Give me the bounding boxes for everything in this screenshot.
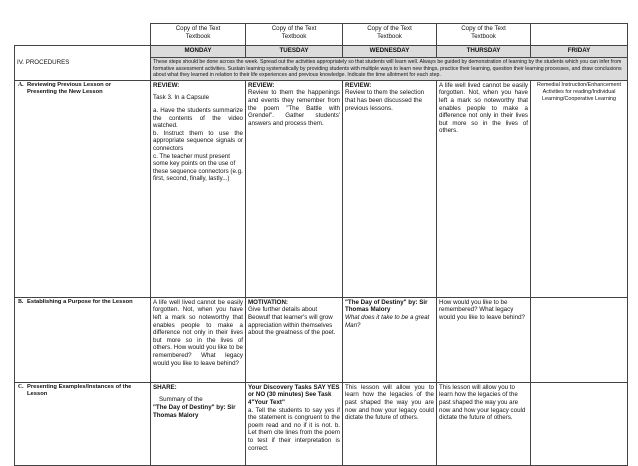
monday-a-step-c: c. The teacher must present some key points on the use of these sequence connectors (e.g. first, second, finally, lastly...) bbox=[153, 152, 243, 183]
procedure-row-a bbox=[15, 80, 628, 297]
textbook-label: Textbook bbox=[281, 32, 307, 40]
cell-a-tuesday bbox=[246, 80, 343, 297]
cell-c-wednesday bbox=[343, 382, 437, 465]
monday-c-title: SHARE: bbox=[153, 383, 177, 391]
cell-b-wednesday bbox=[343, 297, 437, 382]
monday-a-task: Task 3. In a Capsule bbox=[153, 94, 210, 102]
textbook-label: Textbook bbox=[471, 32, 496, 40]
copy-header-thursday bbox=[437, 24, 531, 46]
cell-a-wednesday bbox=[343, 80, 437, 297]
thursday-b-body: How would you like to be remembered? What legacy would you like to leave behind? bbox=[439, 298, 525, 321]
thursday-a-body: A life well lived cannot be easily forgotten. Not, when you have left a mark so noteworthy that enables people to make a difference not only in their lives but more so in the lives of others. bbox=[439, 81, 528, 135]
cell-c-friday bbox=[531, 382, 628, 465]
cell-c-monday bbox=[151, 382, 246, 465]
friday-a-body: Remedial Instruction/Enhancement Activities for reading/Individual Learning/Cooperative Learning bbox=[537, 81, 621, 102]
day-friday: FRIDAY bbox=[531, 46, 628, 58]
monday-c-sub: Summary of the bbox=[159, 396, 203, 404]
cell-b-friday bbox=[531, 297, 628, 382]
tuesday-b-body: Give further details about Beowulf that learner's will grow appreciation within themselves about the greatness of the poet. bbox=[248, 306, 336, 337]
procedure-note: These steps should be done across the week. Spread out the activities appropriately so that students will learn well. Always be guided by demonstration of learning by the students which you can infer from formative assessment activities. Sustain learning systematically by providing students with multiple ways to learn new things, practice their learning, question their learning processes, and draw conclusions about what they learned in relation to their life experiences and previous knowledge. Indicate the time allotment for each step. bbox=[151, 58, 628, 81]
row-label-text: Presenting Examples/Instances of the Lesson bbox=[27, 383, 132, 398]
wednesday-c-body: This lesson will allow you to learn how the legacies of the past shaped the way you are now and how your legacy could dictate the future of others. bbox=[345, 383, 434, 422]
wednesday-a-title: REVIEW: bbox=[345, 81, 372, 89]
copy-header-monday bbox=[151, 24, 246, 46]
row-label-a bbox=[15, 80, 151, 297]
cell-b-monday bbox=[151, 297, 246, 382]
copy-label: Copy of the Text bbox=[175, 25, 221, 32]
procedure-row-b bbox=[15, 297, 628, 382]
row-label-text: Establishing a Purpose for the Lesson bbox=[27, 298, 133, 305]
copy-header-row bbox=[15, 24, 628, 46]
tuesday-c-title: Your Discovery Tasks SAY YES or NO (30 minutes) See Task 4"Your Text" bbox=[248, 383, 340, 406]
monday-b-body: A life well lived cannot be easily forgotten. Not, when you have left a mark so noteworthy that enables people to make a difference not only in their lives but more so in the lives of others. How would you like to be remembered? What legacy would you like to leave behind? bbox=[153, 298, 243, 367]
copy-header-friday bbox=[531, 24, 628, 46]
tuesday-a-title: REVIEW: bbox=[248, 81, 275, 89]
copy-header-tuesday bbox=[246, 24, 343, 46]
wednesday-b-body: What does it take to be a great Man? bbox=[345, 313, 430, 329]
tuesday-a-body: Review to them the happenings and events they remember from the poem "The Battle with Grendel". Gather students' answers and process them. bbox=[248, 89, 340, 127]
lesson-log-table bbox=[14, 23, 628, 466]
cell-b-tuesday bbox=[246, 297, 343, 382]
cell-c-thursday bbox=[437, 382, 531, 465]
monday-a-step-a: a. Have the students summarize the contents of the video watched. bbox=[153, 106, 243, 130]
monday-c-story: "The Day of Destiny" by: Sir Thomas Malory bbox=[153, 403, 236, 419]
procedure-row-c bbox=[15, 382, 628, 465]
row-letter: A. bbox=[18, 81, 24, 88]
row-label-c bbox=[15, 382, 151, 465]
day-tuesday: TUESDAY bbox=[246, 46, 343, 58]
row-label-text: Reviewing Previous Lesson or Presenting the New Lesson bbox=[27, 81, 112, 96]
copy-label: Copy of the Text bbox=[367, 25, 412, 32]
cell-a-friday bbox=[531, 80, 628, 297]
blank-corner bbox=[15, 24, 151, 46]
monday-a-step-b: b. Instruct them to use the appropriate sequence signals or connectors bbox=[153, 129, 243, 152]
row-label-b bbox=[15, 297, 151, 382]
textbook-label: Textbook bbox=[377, 32, 402, 40]
day-wednesday: WEDNESDAY bbox=[343, 46, 437, 58]
wednesday-a-body: Review to them the selection that has been discussed the previous lessons. bbox=[345, 89, 425, 112]
wednesday-b-title: "The Day of Destiny" by: Sir Thomas Malory bbox=[345, 298, 428, 314]
cell-b-thursday bbox=[437, 297, 531, 382]
tuesday-b-title: MOTIVATION: bbox=[248, 298, 288, 306]
row-letter: B. bbox=[18, 298, 24, 305]
day-thursday: THURSDAY bbox=[437, 46, 531, 58]
copy-label: Copy of the Text bbox=[271, 25, 317, 32]
cell-c-tuesday bbox=[246, 382, 343, 465]
tuesday-c-body: a. Tell the students to say yes if the statement is congruent to the poem read and no if it is not. b. Let them cite lines from the poem to test if their interpretation is correct. bbox=[248, 406, 340, 452]
cell-a-thursday bbox=[437, 80, 531, 297]
thursday-c-body: This lesson will allow you to learn how the legacies of the past shaped the way you are now and how your legacy could dictate the future of others. bbox=[439, 383, 526, 422]
cell-a-monday bbox=[151, 80, 246, 297]
textbook-label: Textbook bbox=[185, 32, 211, 40]
day-header-row bbox=[15, 46, 628, 58]
monday-a-title: REVIEW: bbox=[153, 81, 180, 89]
day-monday: MONDAY bbox=[151, 46, 246, 58]
copy-header-wednesday bbox=[343, 24, 437, 46]
copy-label: Copy of the Text bbox=[461, 25, 506, 32]
section-title: IV. PROCEDURES bbox=[15, 46, 151, 81]
row-letter: C. bbox=[18, 383, 24, 390]
